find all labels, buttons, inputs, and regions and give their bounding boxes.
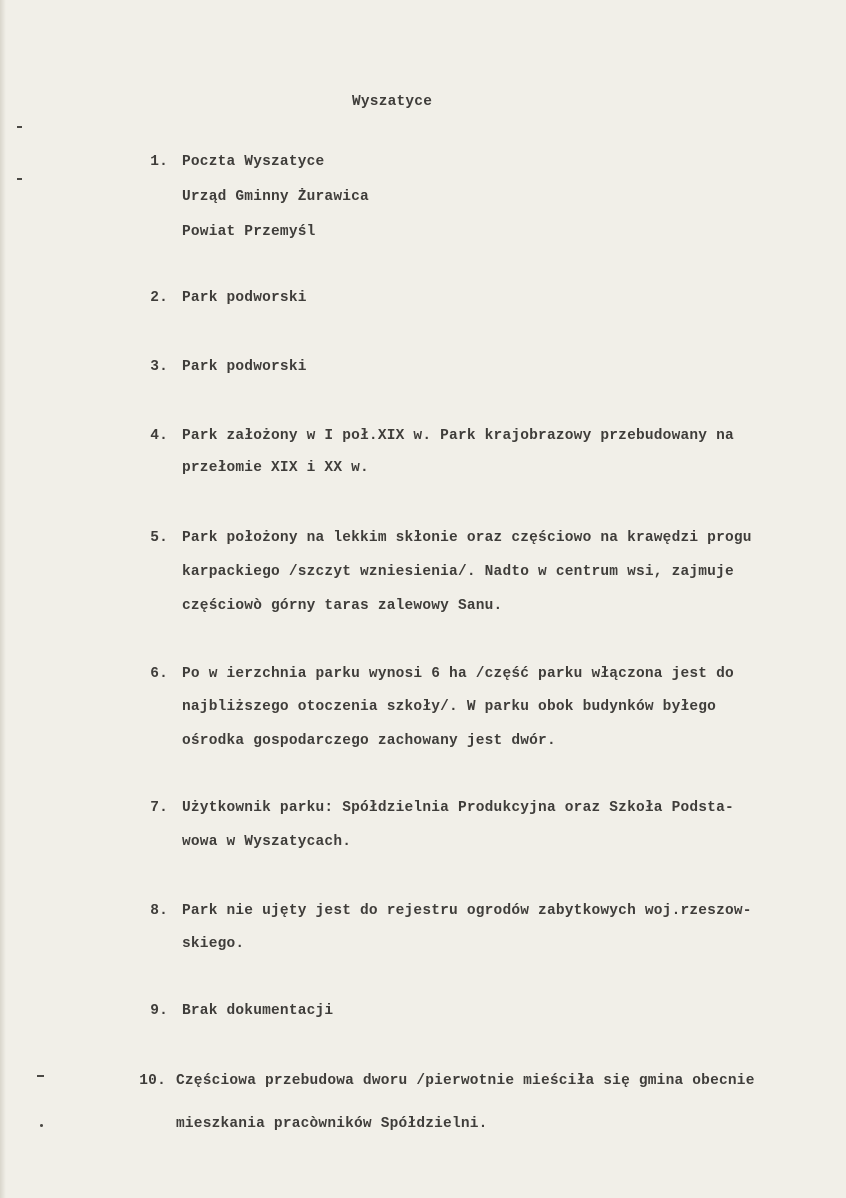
item-number: 8.	[150, 903, 168, 919]
item-line: wowa w Wyszatycach.	[182, 834, 352, 850]
item-line: Użytkownik parku: Spółdzielnia Produkcyjna oraz Szkoła Podsta-	[182, 800, 734, 816]
item-number: 6.	[150, 666, 168, 682]
item-line: karpackiego /szczyt wzniesienia/. Nadto w centrum wsi, zajmuje	[182, 564, 734, 580]
item-number: 7.	[150, 800, 168, 816]
item-number: 3.	[150, 359, 168, 375]
item-line: Park nie ujęty jest do rejestru ogrodów zabytkowych woj.rzeszow-	[182, 903, 752, 919]
item-number: 5.	[150, 530, 168, 546]
item-line: Po w ierzchnia parku wynosi 6 ha /część parku włączona jest do	[182, 666, 734, 682]
page-edge-shadow	[0, 0, 6, 1198]
margin-mark	[40, 1124, 43, 1127]
item-number: 1.	[150, 154, 168, 170]
item-number: 4.	[150, 428, 168, 444]
margin-mark	[17, 178, 22, 180]
item-line: Poczta Wyszatyce	[182, 154, 325, 170]
item-line: mieszkania pracòwników Spółdzielni.	[176, 1116, 488, 1132]
item-line: najbliższego otoczenia szkoły/. W parku obok budynków byłego	[182, 699, 717, 715]
document-title: Wyszatyce	[352, 94, 433, 110]
item-line: Park podworski	[182, 290, 307, 306]
item-line: Park położony na lekkim skłonie oraz częściowo na krawędzi progu	[182, 530, 752, 546]
margin-mark	[37, 1075, 44, 1077]
margin-mark	[17, 126, 22, 128]
item-line: ośrodka gospodarczego zachowany jest dwór.	[182, 733, 556, 749]
item-number: 9.	[150, 1003, 168, 1019]
item-line: Park założony w I poł.XIX w. Park krajobrazowy przebudowany na	[182, 428, 734, 444]
item-line: skiego.	[182, 936, 245, 952]
item-number: 2.	[150, 290, 168, 306]
item-line: Powiat Przemyśl	[182, 224, 316, 240]
item-line: Park podworski	[182, 359, 307, 375]
item-number: 10.	[139, 1073, 166, 1089]
item-line: Brak dokumentacji	[182, 1003, 334, 1019]
item-line: częściowò górny taras zalewowy Sanu.	[182, 598, 503, 614]
item-line: przełomie XIX i XX w.	[182, 460, 369, 476]
item-line: Urząd Gminny Żurawica	[182, 189, 369, 205]
item-line: Częściowa przebudowa dworu /pierwotnie mieściła się gmina obecnie	[176, 1073, 755, 1089]
